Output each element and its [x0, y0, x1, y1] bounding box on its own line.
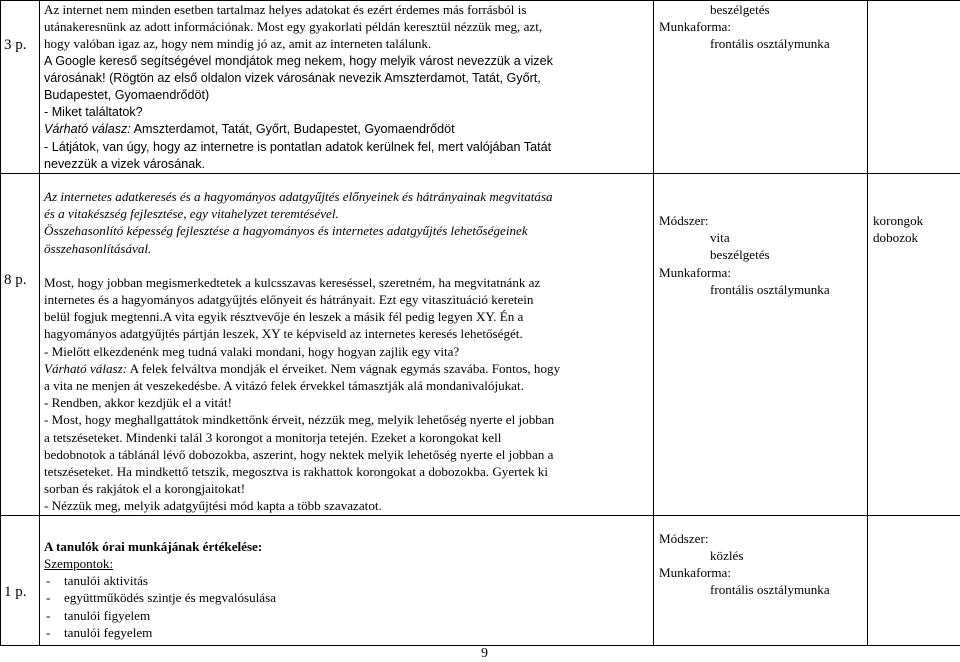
- text-line: Most, hogy jobban megismerkedtetek a kulcsszavas kereséssel, szeretném, ha megvitatnánk az: [44, 274, 649, 291]
- tools-cell: [868, 515, 960, 645]
- time-cell: [1, 515, 40, 645]
- method-cell: [654, 1, 868, 174]
- time-value: 1 p.: [4, 584, 42, 601]
- table-row: [1, 515, 960, 645]
- text-line: - Látjátok, van úgy, hogy az internetre is pontatlan adatok kerülnek fel, mert valójában Tatát: [44, 139, 649, 156]
- tool-item: dobozok: [868, 229, 960, 246]
- text-line: hagyományos adatgyűjtés pártján leszek, XY te képviseld az internetes keresés lehetőségét.: [44, 325, 649, 342]
- criteria-label: Szempontok:: [44, 555, 649, 572]
- text-line: a vita ne menjen át veszekedésbe. A vitázó felek érvekkel támasztják alá mondanivalójukat.: [44, 377, 649, 394]
- text-line: internetes és a hagyományos adatgyűjtés előnyeit és hátrányait. Ezt egy vitaszituáció keretein: [44, 291, 649, 308]
- text-line: - Most, hogy meghallgattátok mindkettőnk érveit, nézzük meg, melyik lehetőség nyerte el jobban: [44, 411, 649, 428]
- method-cell: [654, 515, 868, 645]
- list-item: - tanulói figyelem: [44, 607, 649, 624]
- method-value: közlés: [654, 547, 867, 564]
- time-value: 8 p.: [4, 272, 42, 289]
- activity-cell: [40, 174, 654, 516]
- goal-line: Az internetes adatkeresés és a hagyományos adatgyűjtés előnyeinek és hátrányainak megvitatása: [44, 188, 649, 205]
- tool-item: korongok: [868, 212, 960, 229]
- method-value: vita: [654, 229, 867, 246]
- workform-label: Munkaforma:: [654, 564, 867, 581]
- expected-answer-text: Amszterdamot, Tatát, Győrt, Budapestet, Gyomaendrődöt: [131, 122, 455, 136]
- list-item: - tanulói fegyelem: [44, 624, 649, 641]
- text-line: - Miket találtatok?: [44, 104, 649, 121]
- method-label: Módszer:: [654, 212, 867, 229]
- text-line: sorban és rakjátok el a korongjaitokat!: [44, 480, 649, 497]
- text-line: - Rendben, akkor kezdjük el a vitát!: [44, 394, 649, 411]
- text-line: - Mielőtt elkezdenénk meg tudná valaki mondani, hogy hogyan zajlik egy vita?: [44, 343, 649, 360]
- method-cell: [654, 174, 868, 516]
- method-value: beszélgetés: [654, 1, 867, 18]
- workform-label: Munkaforma:: [654, 18, 867, 35]
- tools-cell: [868, 174, 960, 516]
- text-line: tetszéseteket. Ha mindkettő tetszik, megosztva is rakhattok korongokat a dobozokba. Gyertek ki: [44, 463, 649, 480]
- page-number: 9: [481, 645, 488, 662]
- table-row: [1, 1, 960, 174]
- time-value: 3 p.: [4, 37, 42, 54]
- expected-answer: [44, 360, 649, 377]
- text-line: hogy valóban igaz az, hogy nem mindig jó az, amit az interneten találunk.: [44, 35, 649, 52]
- text-line: bedobnotok a táblánál lévő dobozokba, aszerint, hogy nektek melyik lehetőség nyerte el jobban a: [44, 446, 649, 463]
- text-line: utánakeresnünk az adott információnak. Most egy gyakorlati példán keresztül nézzük meg, azt,: [44, 18, 649, 35]
- criteria-list: [44, 572, 649, 641]
- method-label: Módszer:: [654, 530, 867, 547]
- method-value: beszélgetés: [654, 246, 867, 263]
- expected-answer-label: Várható válasz:: [44, 122, 131, 136]
- workform-value: frontális osztálymunka: [654, 281, 867, 298]
- evaluation-heading: A tanulók órai munkájának értékelése:: [44, 538, 649, 555]
- text-line: Az internet nem minden esetben tartalmaz helyes adatokat és ezért érdemes más forrásból is: [44, 1, 649, 18]
- expected-answer-text: A felek felváltva mondják el érveiket. Nem vágnak egymás szavába. Fontos, hogy: [127, 361, 560, 376]
- tools-cell: [868, 1, 960, 174]
- activity-cell: [40, 1, 654, 174]
- text-line: városának! (Rögtön az első oldalon vizek városának nevezik Amszterdamot, Tatát, Győrt,: [44, 70, 649, 87]
- workform-value: frontális osztálymunka: [654, 581, 867, 598]
- text-line: a tetszéseteket. Mindenki talál 3 korongot a monitorja tetején. Ezeket a korongokat kell: [44, 429, 649, 446]
- list-item: - tanulói aktivitás: [44, 572, 649, 589]
- expected-answer: [44, 121, 649, 138]
- text-line: Budapestet, Gyomaendrődöt): [44, 87, 649, 104]
- goal-line: összehasonlításával.: [44, 240, 649, 257]
- list-item: - együttműködés szintje és megvalósulása: [44, 589, 649, 606]
- table-row: [1, 174, 960, 516]
- text-line: - Nézzük meg, melyik adatgyűjtési mód kapta a több szavazatot.: [44, 497, 649, 514]
- time-cell: [1, 1, 40, 174]
- text-line: nevezzük a vizek városának.: [44, 156, 649, 173]
- expected-answer-label: Várható válasz:: [44, 361, 127, 376]
- text-line: belül fogjuk megtenni.A vita egyik résztvevője én leszek a másik fél pedig legyen XY. Én a: [44, 308, 649, 325]
- goal-line: és a vitakészség fejlesztése, egy vitahelyzet teremtésével.: [44, 205, 649, 222]
- goal-line: Összehasonlító képesség fejlesztése a hagyományos és internetes adatgyűjtés lehetőségeinek: [44, 222, 649, 239]
- workform-value: frontális osztálymunka: [654, 35, 867, 52]
- workform-label: Munkaforma:: [654, 264, 867, 281]
- text-line: A Google kereső segítségével mondjátok meg nekem, hogy melyik várost nevezzük a vizek: [44, 53, 649, 70]
- time-cell: [1, 174, 40, 516]
- activity-cell: [40, 515, 654, 645]
